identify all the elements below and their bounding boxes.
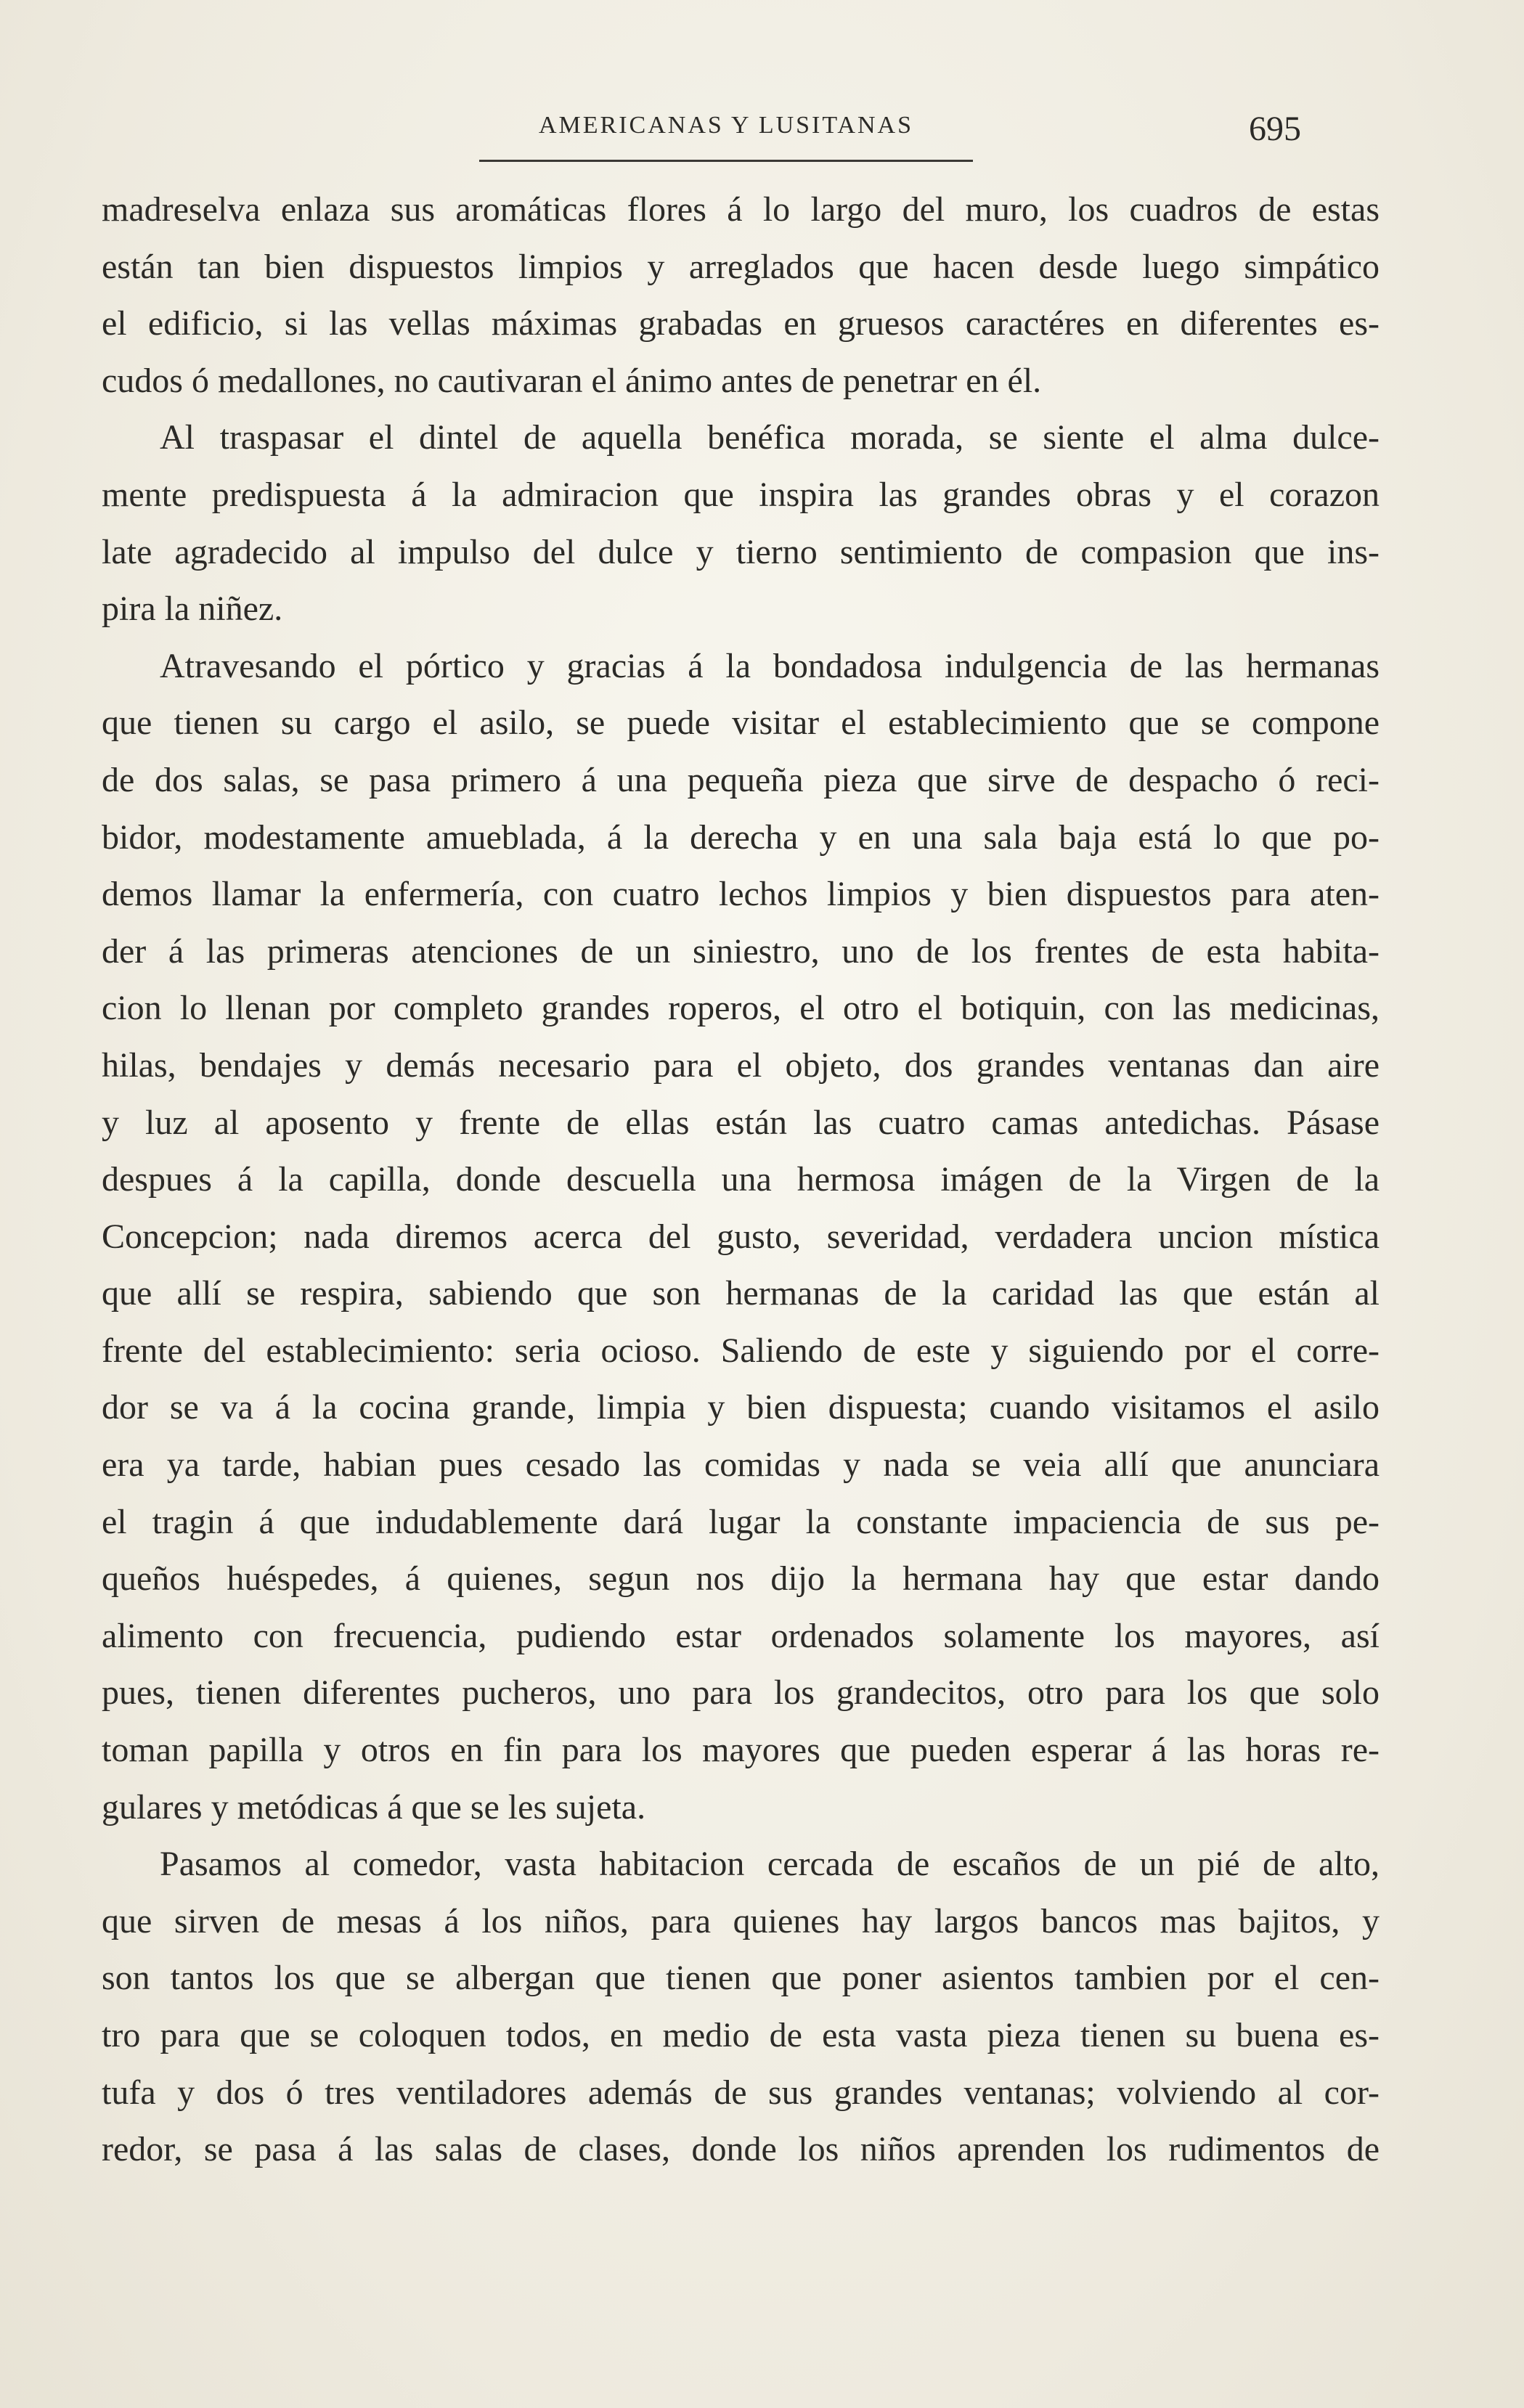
- text-line: son tantos los que se albergan que tienen que poner asientos tambien por el cen-: [102, 1959, 1380, 1998]
- running-head: [479, 109, 973, 162]
- text-line: cudos ó medallones, no cautivaran el ánimo antes de penetrar en él.: [102, 361, 1042, 400]
- text-line: el tragin á que indudablemente dará lugar la constante impaciencia de sus pe-: [102, 1502, 1380, 1541]
- text-line: despues á la capilla, donde descuella una hermosa imágen de la Virgen de la: [102, 1160, 1380, 1199]
- text-line: era ya tarde, habian pues cesado las comidas y nada se veia allí que anunciara: [102, 1445, 1380, 1485]
- running-title: AMERICANAS Y LUSITANAS: [538, 112, 913, 139]
- text-line: late agradecido al impulso del dulce y tierno sentimiento de compasion que ins-: [102, 532, 1380, 571]
- text-line: queños huéspedes, á quienes, segun nos dijo la hermana hay que estar dando: [102, 1559, 1380, 1599]
- text-line: que tienen su cargo el asilo, se puede visitar el establecimiento que se compone: [102, 703, 1380, 743]
- text-line: frente del establecimiento: seria ocioso. Saliendo de este y siguiendo por el corre-: [102, 1331, 1380, 1370]
- body-text: [102, 181, 1380, 2179]
- text-line: Atravesando el pórtico y gracias á la bondadosa indulgencia de las hermanas: [160, 646, 1380, 685]
- text-line: están tan bien dispuestos limpios y arreglados que hacen desde luego simpático: [102, 247, 1380, 286]
- text-line: que allí se respira, sabiendo que son hermanas de la caridad las que están al: [102, 1274, 1380, 1313]
- text-line: el edificio, si las vellas máximas grabadas en gruesos caractéres en diferentes es-: [102, 304, 1380, 343]
- text-line: dor se va á la cocina grande, limpia y bien dispuesta; cuando visitamos el asilo: [102, 1388, 1380, 1427]
- text-line: Al traspasar el dintel de aquella benéfica morada, se siente el alma dulce-: [160, 418, 1380, 457]
- text-line: madreselva enlaza sus aromáticas flores á lo largo del muro, los cuadros de estas: [102, 190, 1380, 229]
- text-line: hilas, bendajes y demás necesario para el objeto, dos grandes ventanas dan aire: [102, 1045, 1380, 1085]
- text-line: tro para que se coloquen todos, en medio de esta vasta pieza tienen su buena es-: [102, 2016, 1380, 2054]
- text-line: redor, se pasa á las salas de clases, donde los niños aprenden los rudimentos de: [102, 2130, 1380, 2169]
- text-line: tufa y dos ó tres ventiladores además de sus grandes ventanas; volviendo al cor-: [102, 2073, 1380, 2112]
- text-line: bidor, modestamente amueblada, á la derecha y en una sala baja está lo que po-: [102, 817, 1380, 857]
- text-line: y luz al aposento y frente de ellas están las cuatro camas antedichas. Pásase: [102, 1103, 1380, 1142]
- text-line: de dos salas, se pasa primero á una pequeña pieza que sirve de despacho ó reci-: [102, 760, 1380, 799]
- text-line: Pasamos al comedor, vasta habitacion cercada de escaños de un pié de alto,: [160, 1845, 1380, 1884]
- text-line: pira la niñez.: [102, 589, 283, 629]
- text-line: toman papilla y otros en fin para los mayores que pueden esperar á las horas re-: [102, 1731, 1380, 1770]
- text-line: gulares y metódicas á que se les sujeta.: [102, 1787, 646, 1827]
- text-line: que sirven de mesas á los niños, para quienes hay largos bancos mas bajitos, y: [102, 1901, 1380, 1940]
- text-line: alimento con frecuencia, pudiendo estar ordenados solamente los mayores, así: [102, 1616, 1380, 1655]
- text-line: der á las primeras atenciones de un siniestro, uno de los frentes de esta habita-: [102, 931, 1380, 971]
- text-line: pues, tienen diferentes pucheros, uno para los grandecitos, otro para los que solo: [102, 1673, 1380, 1713]
- text-line: cion lo llenan por completo grandes roperos, el otro el botiquin, con las medicinas,: [102, 989, 1380, 1028]
- text-line: Concepcion; nada diremos acerca del gusto, severidad, verdadera uncion mística: [102, 1217, 1380, 1256]
- text-line: demos llamar la enfermería, con cuatro lechos limpios y bien dispuestos para aten-: [102, 875, 1380, 914]
- page-number: 695: [1249, 110, 1301, 148]
- text-line: mente predispuesta á la admiracion que inspira las grandes obras y el corazon: [102, 475, 1380, 514]
